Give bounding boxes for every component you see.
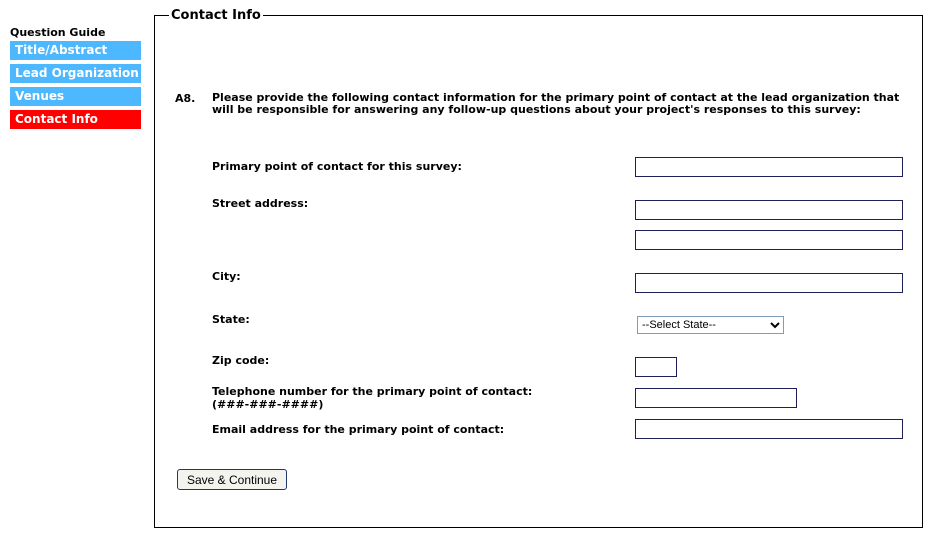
sidebar-item-venues[interactable]: Venues: [10, 87, 141, 106]
telephone-label: Telephone number for the primary point of contact:: [212, 385, 533, 398]
street-address-label: Street address:: [212, 197, 309, 210]
question-guide-sidebar: [10, 26, 141, 133]
zip-code-label: Zip code:: [212, 354, 270, 367]
sidebar-title: Question Guide: [10, 26, 106, 39]
email-label: Email address for the primary point of contact:: [212, 423, 505, 436]
telephone-format-hint: (###-###-####): [212, 398, 324, 411]
question-number: A8.: [175, 92, 196, 105]
contact-info-panel: [154, 8, 923, 528]
email-input[interactable]: [635, 419, 903, 439]
city-input[interactable]: [635, 273, 903, 293]
sidebar-item-lead-organization[interactable]: Lead Organization: [10, 64, 141, 83]
telephone-input[interactable]: [635, 388, 797, 408]
state-select[interactable]: [637, 316, 784, 334]
street-address-line1-input[interactable]: [635, 200, 903, 220]
primary-contact-label: Primary point of contact for this survey:: [212, 160, 462, 173]
city-label: City:: [212, 270, 241, 283]
primary-contact-input[interactable]: [635, 157, 903, 177]
state-label: State:: [212, 313, 250, 326]
sidebar-item-contact-info[interactable]: Contact Info: [10, 110, 141, 129]
zip-code-input[interactable]: [635, 357, 677, 377]
question-text: Please provide the following contact information for the primary point of contact at the lead organization that will be responsible for answering any follow-up questions about your project's responses to this survey:: [212, 91, 900, 116]
section-title: Contact Info: [171, 8, 261, 23]
street-address-line2-input[interactable]: [635, 230, 903, 250]
sidebar-item-title-abstract[interactable]: Title/Abstract: [10, 41, 141, 60]
save-continue-button[interactable]: Save & Continue: [177, 469, 287, 490]
